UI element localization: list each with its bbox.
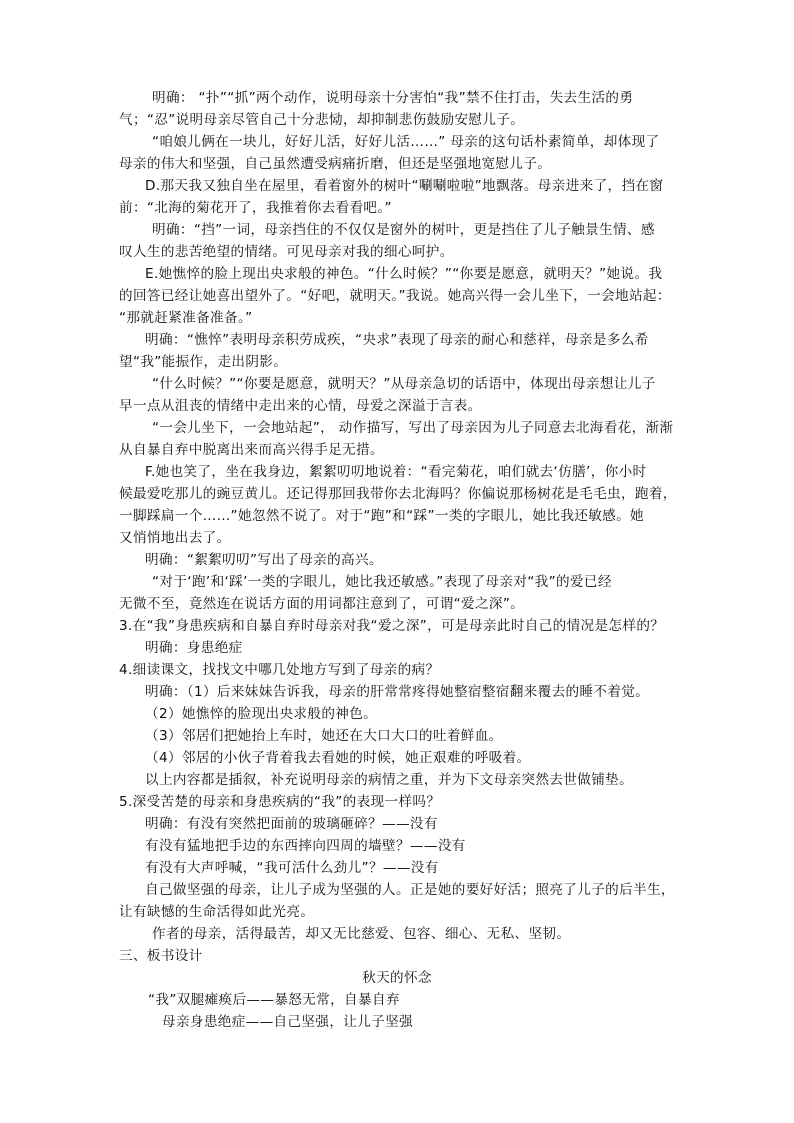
text-line: 明确： “扑”“抓”两个动作，说明母亲十分害怕“我”禁不住打击，失去生活的勇	[152, 90, 634, 106]
text-line: 自己做坚强的母亲，让儿子成为坚强的人。正是她的要好好活；照亮了儿子的后半生，	[145, 882, 675, 898]
text-line: D.那天我又独自坐在屋里，看着窗外的树叶“唰唰啦啦”地飘落。母亲进来了，挡在窗	[145, 178, 664, 194]
text-line: “咱娘儿俩在一块儿，好好儿活，好好儿活……” 母亲的这句话朴素简单，却体现了	[152, 134, 660, 150]
text-line: 作者的母亲，活得最苦，却又无比慈爱、包容、细心、无私、坚韧。	[152, 926, 571, 942]
text-line: 又悄悄地出去了。	[119, 530, 231, 546]
text-line: 明确：“絮絮叨叨”写出了母亲的高兴。	[145, 552, 383, 568]
text-line: 无微不至，竟然连在说话方面的用词都注意到了，可谓“爱之深”。	[119, 596, 525, 612]
text-line: 三、板书设计	[119, 948, 203, 964]
text-line: （3）邻居们把她抬上车时，她还在大口大口的吐着鲜血。	[145, 728, 503, 744]
text-line: 明确：有没有突然把面前的玻璃砸碎？——没有	[145, 816, 438, 832]
text-line: 母亲的伟大和坚强，自己虽然遭受病痛折磨，但还是坚强地宽慰儿子。	[119, 156, 552, 172]
text-line: 从自暴自弃中脱离出来而高兴得手足无措。	[119, 442, 384, 458]
text-line: 明确：“挡”一词，母亲挡住的不仅仅是窗外的树叶，更是挡住了儿子触景生情、感	[152, 222, 655, 238]
text-line: “对于‘跑’和‘踩’一类的字眼儿，她比我还敏感。”表现了母亲对“我”的爱已经	[152, 574, 612, 590]
board-row: “我”双腿瘫痪后——暴怒无常，自暴自弃	[148, 992, 400, 1008]
text-line: “什么时候？”“你要是愿意，就明天？”从母亲急切的话语中，体现出母亲想让儿子	[152, 376, 656, 392]
text-line: E.她憔悴的脸上现出央求般的神色。“什么时候？”“你要是愿意，就明天？”她说。我	[145, 266, 663, 282]
text-line: 明确：身患绝症	[145, 640, 243, 656]
board-title: 秋天的怀念	[362, 970, 432, 986]
text-line: 以上内容都是插叙，补充说明母亲的病情之重，并为下文母亲突然去世做铺垫。	[145, 772, 634, 788]
text-line: （2）她憔悴的脸现出央求般的神色。	[145, 706, 378, 722]
text-line: 5.深受苦楚的母亲和身患疾病的“我”的表现一样吗？	[119, 794, 441, 810]
text-line: 3.在“我”身患疾病和自暴自弃时母亲对我“爱之深”，可是母亲此时自己的情况是怎样的？	[119, 618, 665, 634]
text-line: 让有缺憾的生命活得如此光亮。	[119, 904, 315, 920]
text-line: 气；“忍”说明母亲尽管自己十分悲恸，却抑制悲伤鼓励安慰儿子。	[119, 112, 525, 128]
text-line: （4）邻居的小伙子背着我去看她的时候，她正艰难的呼吸着。	[145, 750, 531, 766]
text-line: 候最爱吃那儿的豌豆黄儿。还记得那回我带你去北海吗？你偏说那杨树花是毛毛虫，跑着，	[119, 486, 677, 502]
text-line: 望“我”能振作，走出阴影。	[119, 354, 288, 370]
text-line: 的回答已经让她喜出望外了。“好吧，就明天。”我说。她高兴得一会儿坐下，一会地站起：	[119, 288, 671, 304]
text-line: 前：“北海的菊花开了，我推着你去看看吧。”	[119, 200, 392, 216]
text-line: 早一点从沮丧的情绪中走出来的心情，母爱之深溢于言表。	[119, 398, 482, 414]
text-line: 有没有猛地把手边的东西摔向四周的墙壁？——没有	[145, 838, 466, 854]
text-line: “一会儿坐下，一会地站起”， 动作描写，写出了母亲因为儿子同意去北海看花，渐渐	[152, 420, 674, 436]
text-line: F.她也笑了，坐在我身边，絮絮叨叨地说着：“看完菊花，咱们就去‘仿膳’，你小时	[145, 464, 647, 480]
text-line: 4.细读课文，找找文中哪几处地方写到了母亲的病？	[119, 662, 440, 678]
board-row: 母亲身患绝症——自己坚强，让儿子坚强	[162, 1014, 413, 1030]
text-line: 一脚踩扁一个……”她忽然不说了。对于“跑”和“踩”一类的字眼儿，她比我还敏感。她	[119, 508, 644, 524]
text-line: “那就赶紧准备准备。”	[119, 310, 253, 326]
text-line: 有没有大声呼喊，“我可活什么劲儿”？——没有	[145, 860, 439, 876]
text-line: 明确：（1）后来妹妹告诉我，母亲的肝常常疼得她整宿整宿翻来覆去的睡不着觉。	[145, 684, 650, 700]
text-line: 明确：“憔悴”表明母亲积劳成疾，“央求”表现了母亲的耐心和慈祥，母亲是多么希	[145, 332, 649, 348]
text-line: 叹人生的悲苦绝望的情绪。可见母亲对我的细心呵护。	[119, 244, 454, 260]
